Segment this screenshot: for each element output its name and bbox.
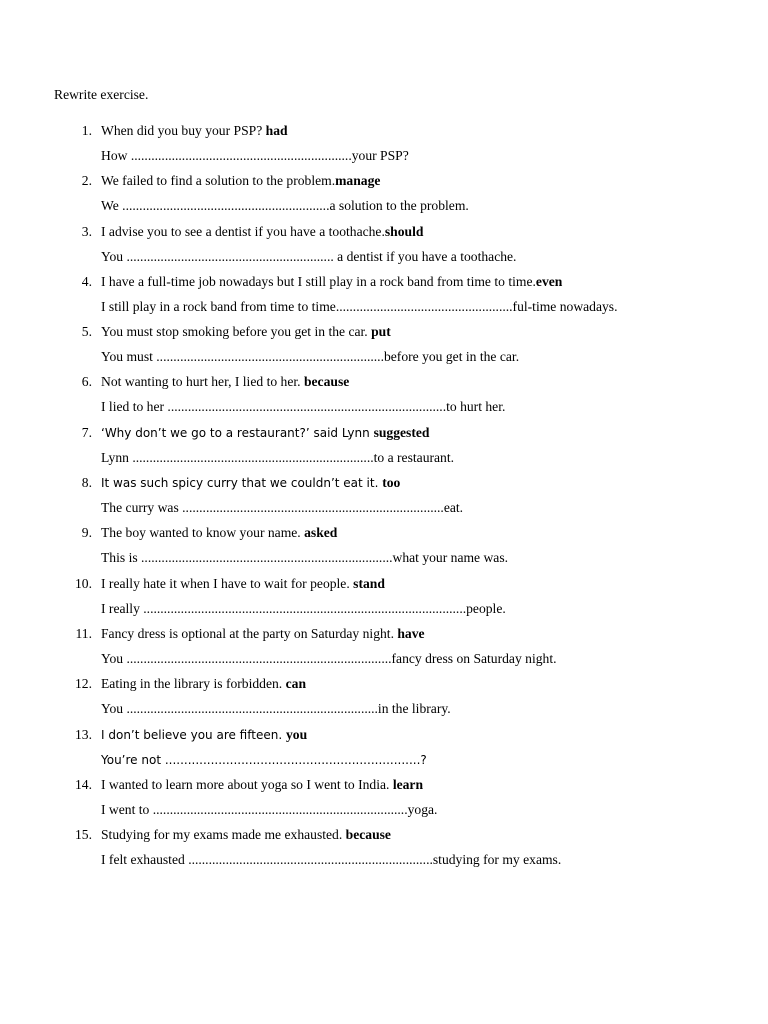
item-number: 12. (75, 676, 92, 692)
item-question (101, 373, 349, 391)
question-text: I have a full-time job nowadays but I still play in a rock band from time to time. (101, 273, 536, 289)
item-answer: The curry was .............................................................................eat. (101, 500, 464, 516)
item-answer: We .............................................................a solution to the problem. (101, 198, 469, 214)
question-text: I don’t believe you are fifteen. (101, 727, 286, 742)
item-number: 2. (81, 173, 92, 189)
item-answer: You must ...................................................................before you get in the car. (101, 349, 520, 365)
item-number: 5. (81, 324, 92, 340)
exercise-item (0, 273, 768, 323)
item-question (101, 575, 385, 593)
item-keyword: because (303, 374, 350, 390)
item-number: 10. (75, 575, 92, 591)
item-answer: I lied to her ..................................................................................to hurt her. (101, 399, 506, 415)
page-title: Rewrite exercise. (54, 87, 149, 102)
item-answer: I felt exhausted ........................................................................studying for my exams. (101, 852, 562, 868)
item-keyword: have (397, 625, 425, 641)
item-number: 8. (81, 475, 92, 491)
question-text: Fancy dress is optional at the party on Saturday night. (101, 625, 398, 641)
item-question (101, 625, 425, 643)
item-question (101, 323, 391, 341)
item-answer: You’re not ...................................................................? (101, 752, 427, 767)
question-text: We failed to find a solution to the problem. (101, 173, 336, 189)
item-keyword: can (285, 676, 306, 692)
exercise-item (0, 474, 768, 524)
exercise-item (0, 575, 768, 625)
item-number: 15. (75, 827, 92, 843)
item-answer: This is ..........................................................................what your name was. (101, 550, 509, 566)
question-text: I advise you to see a dentist if you have a toothache. (101, 223, 385, 239)
item-keyword: you (285, 726, 308, 742)
exercise-item (0, 524, 768, 574)
item-question (101, 826, 391, 844)
item-question (101, 172, 380, 190)
item-number: 11. (75, 625, 92, 641)
item-question (101, 726, 307, 744)
item-question (101, 273, 562, 291)
item-keyword: stand (353, 575, 385, 591)
item-number: 1. (81, 123, 92, 138)
item-number: 7. (81, 424, 92, 440)
question-text: Studying for my exams made me exhausted. (101, 827, 346, 843)
exercise-item (0, 323, 768, 373)
question-text: I wanted to learn more about yoga so I went to India. (101, 776, 393, 792)
exercise-item (0, 826, 768, 876)
item-keyword: put (371, 324, 391, 340)
item-keyword: asked (304, 525, 338, 541)
item-number: 4. (81, 273, 92, 289)
exercise-item (0, 424, 768, 474)
exercise-item (0, 122, 768, 172)
item-keyword: too (382, 475, 401, 491)
question-text: You must stop smoking before you get in the car. (101, 324, 372, 340)
exercise-item (0, 675, 768, 725)
exercise-item (0, 172, 768, 222)
item-number: 13. (75, 726, 92, 742)
exercise-item (0, 776, 768, 826)
item-question (101, 223, 423, 241)
question-text: Eating in the library is forbidden. (101, 676, 286, 692)
item-keyword: should (384, 223, 424, 239)
item-answer: You ..............................................................................fancy dress on Saturday night. (101, 650, 557, 666)
item-keyword: even (535, 273, 563, 289)
item-keyword: because (345, 827, 391, 843)
item-question (101, 524, 337, 542)
item-keyword: had (265, 123, 288, 138)
exercise-item (0, 726, 768, 776)
item-keyword: suggested (373, 424, 430, 440)
question-text: ‘Why don’t we go to a restaurant?’ said Lynn (101, 425, 374, 440)
item-answer: You ..........................................................................in the library. (101, 701, 451, 717)
item-question (101, 474, 400, 492)
exercise-item (0, 223, 768, 273)
exercise-list (0, 122, 768, 876)
item-number: 14. (75, 776, 92, 792)
item-question (101, 424, 429, 442)
question-text: The boy wanted to know your name. (101, 525, 305, 541)
question-text: Not wanting to hurt her, I lied to her. (101, 374, 304, 390)
item-number: 3. (81, 223, 92, 239)
item-number: 9. (81, 525, 92, 541)
question-text: It was such spicy curry that we couldn’t eat it. (101, 476, 383, 491)
item-answer: How .................................................................your PSP? (101, 148, 409, 163)
exercise-item (0, 625, 768, 675)
item-question (101, 122, 288, 140)
item-answer: I went to ...........................................................................yoga. (101, 801, 438, 817)
item-answer: I still play in a rock band from time to time....................................................ful-time nowadays. (101, 298, 618, 314)
question-text: When did you buy your PSP? (101, 123, 266, 138)
item-keyword: manage (335, 173, 381, 189)
item-question (101, 675, 306, 693)
item-answer: I really ...............................................................................................people. (101, 600, 506, 616)
question-text: I really hate it when I have to wait for people. (101, 575, 354, 591)
item-answer: Lynn .......................................................................to a restaurant. (101, 449, 455, 465)
item-keyword: learn (392, 776, 424, 792)
item-question (101, 776, 423, 794)
exercise-item (0, 373, 768, 423)
item-number: 6. (81, 374, 92, 390)
item-answer: You ............................................................. a dentist if you have a toothache. (101, 248, 517, 264)
